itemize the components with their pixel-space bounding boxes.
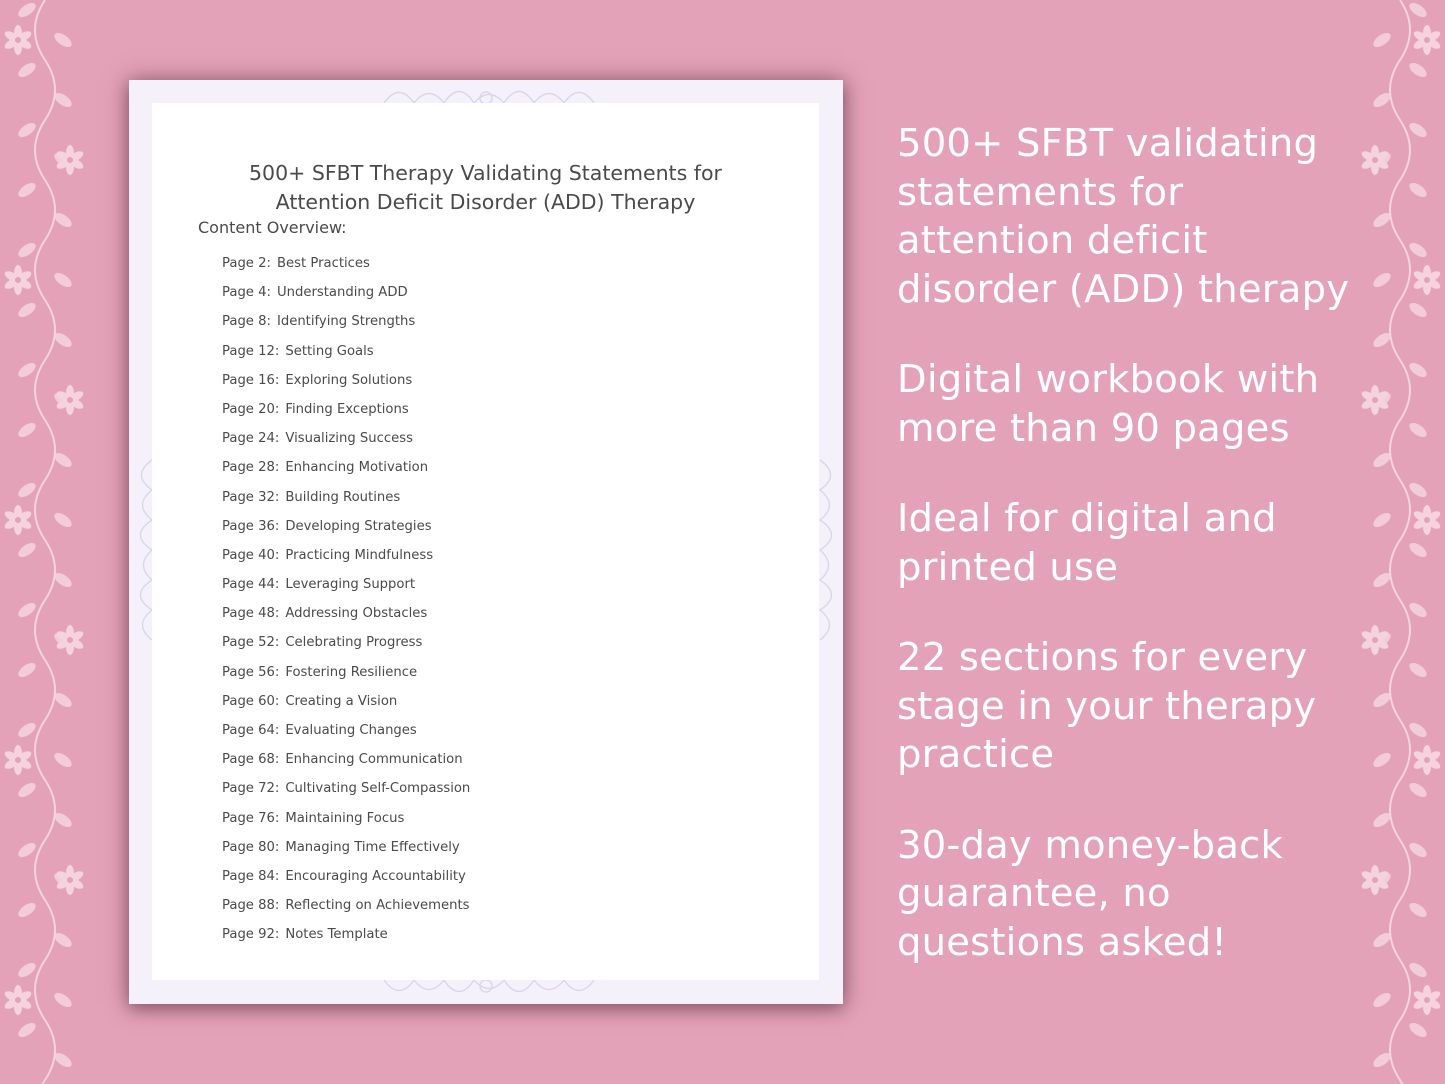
feature-text: Ideal for digital and printed use bbox=[897, 496, 1277, 590]
toc-item bbox=[222, 547, 470, 576]
feature-text: 22 sections for every stage in your therapy practice bbox=[897, 635, 1317, 777]
toc-section-title: Cultivating Self-Compassion bbox=[285, 781, 471, 797]
toc-item bbox=[222, 722, 470, 751]
toc-page-number: Page 52: bbox=[222, 635, 280, 651]
toc-item bbox=[222, 926, 470, 955]
toc-section-title: Understanding ADD bbox=[276, 285, 408, 301]
toc-item bbox=[222, 459, 470, 488]
content-overview-label: Content Overview: bbox=[198, 218, 347, 237]
feature-text: 500+ SFBT validating statements for attention deficit disorder (ADD) therapy bbox=[897, 121, 1350, 312]
floral-vine-left bbox=[0, 0, 90, 1084]
toc-section-title: Celebrating Progress bbox=[285, 635, 423, 651]
toc-item bbox=[222, 401, 470, 430]
feature-text: Digital workbook with more than 90 pages bbox=[897, 357, 1320, 451]
toc-page-number: Page 68: bbox=[222, 752, 280, 768]
toc-page-number: Page 56: bbox=[222, 664, 280, 680]
toc-section-title: Practicing Mindfulness bbox=[285, 547, 434, 563]
toc-item bbox=[222, 664, 470, 693]
toc-section-title: Creating a Vision bbox=[285, 693, 398, 709]
toc-item bbox=[222, 634, 470, 663]
toc-section-title: Fostering Resilience bbox=[285, 664, 418, 680]
toc-page-number: Page 48: bbox=[222, 606, 280, 622]
toc-item bbox=[222, 810, 470, 839]
toc-item bbox=[222, 255, 470, 284]
toc-item bbox=[222, 313, 470, 342]
toc-item bbox=[222, 839, 470, 868]
toc-page-number: Page 76: bbox=[222, 810, 280, 826]
toc-item bbox=[222, 751, 470, 780]
toc-page-number: Page 40: bbox=[222, 547, 280, 563]
document-title bbox=[152, 159, 819, 217]
toc-section-title: Identifying Strengths bbox=[276, 314, 416, 330]
toc-section-title: Best Practices bbox=[276, 256, 370, 271]
toc-page-number: Page 28: bbox=[222, 460, 280, 476]
toc-page-number: Page 84: bbox=[222, 868, 280, 884]
toc-page-number: Page 44: bbox=[222, 577, 280, 593]
toc-page-number: Page 88: bbox=[222, 898, 280, 914]
toc-item bbox=[222, 343, 470, 372]
toc-section-title: Finding Exceptions bbox=[285, 401, 409, 417]
toc-item bbox=[222, 780, 470, 809]
toc-section-title: Encouraging Accountability bbox=[285, 868, 466, 884]
toc-page-number: Page 12: bbox=[222, 343, 280, 359]
toc-item bbox=[222, 372, 470, 401]
toc-page-number: Page 4: bbox=[222, 285, 271, 301]
toc-page-number: Page 36: bbox=[222, 518, 280, 534]
toc-section-title: Reflecting on Achievements bbox=[285, 898, 470, 914]
toc-item bbox=[222, 576, 470, 605]
document-page bbox=[152, 103, 819, 980]
document-title-line-2: Attention Deficit Disorder (ADD) Therapy bbox=[275, 190, 696, 214]
document-preview bbox=[129, 80, 843, 1004]
toc-item bbox=[222, 693, 470, 722]
toc-section-title: Visualizing Success bbox=[285, 431, 413, 447]
toc-page-number: Page 24: bbox=[222, 431, 280, 447]
toc-item bbox=[222, 518, 470, 547]
toc-page-number: Page 60: bbox=[222, 693, 280, 709]
table-of-contents bbox=[222, 255, 470, 956]
feature-text: 30-day money-back guarantee, no questions asked! bbox=[897, 822, 1283, 965]
toc-section-title: Notes Template bbox=[285, 927, 388, 943]
toc-item bbox=[222, 284, 470, 313]
toc-item bbox=[222, 605, 470, 634]
feature-list bbox=[897, 120, 1417, 1009]
toc-section-title: Addressing Obstacles bbox=[285, 606, 428, 622]
toc-section-title: Leveraging Support bbox=[285, 577, 416, 593]
toc-item bbox=[222, 897, 470, 926]
toc-item bbox=[222, 489, 470, 518]
toc-page-number: Page 8: bbox=[222, 314, 271, 330]
toc-page-number: Page 16: bbox=[222, 372, 280, 388]
toc-section-title: Developing Strategies bbox=[285, 518, 432, 534]
toc-page-number: Page 32: bbox=[222, 489, 280, 505]
toc-page-number: Page 80: bbox=[222, 839, 280, 855]
toc-section-title: Maintaining Focus bbox=[285, 810, 405, 826]
toc-section-title: Enhancing Motivation bbox=[285, 460, 429, 476]
toc-page-number: Page 72: bbox=[222, 781, 280, 797]
toc-page-number: Page 64: bbox=[222, 723, 280, 738]
toc-section-title: Exploring Solutions bbox=[285, 372, 413, 388]
toc-item bbox=[222, 430, 470, 459]
toc-section-title: Managing Time Effectively bbox=[285, 839, 460, 855]
toc-section-title: Enhancing Communication bbox=[285, 752, 463, 768]
toc-page-number: Page 20: bbox=[222, 401, 280, 417]
toc-section-title: Setting Goals bbox=[285, 343, 374, 359]
toc-section-title: Building Routines bbox=[285, 489, 401, 505]
toc-item bbox=[222, 868, 470, 897]
toc-page-number: Page 92: bbox=[222, 927, 280, 943]
document-title-line-1: 500+ SFBT Therapy Validating Statements for bbox=[249, 161, 722, 185]
toc-page-number: Page 2: bbox=[222, 256, 271, 271]
toc-section-title: Evaluating Changes bbox=[285, 723, 417, 738]
